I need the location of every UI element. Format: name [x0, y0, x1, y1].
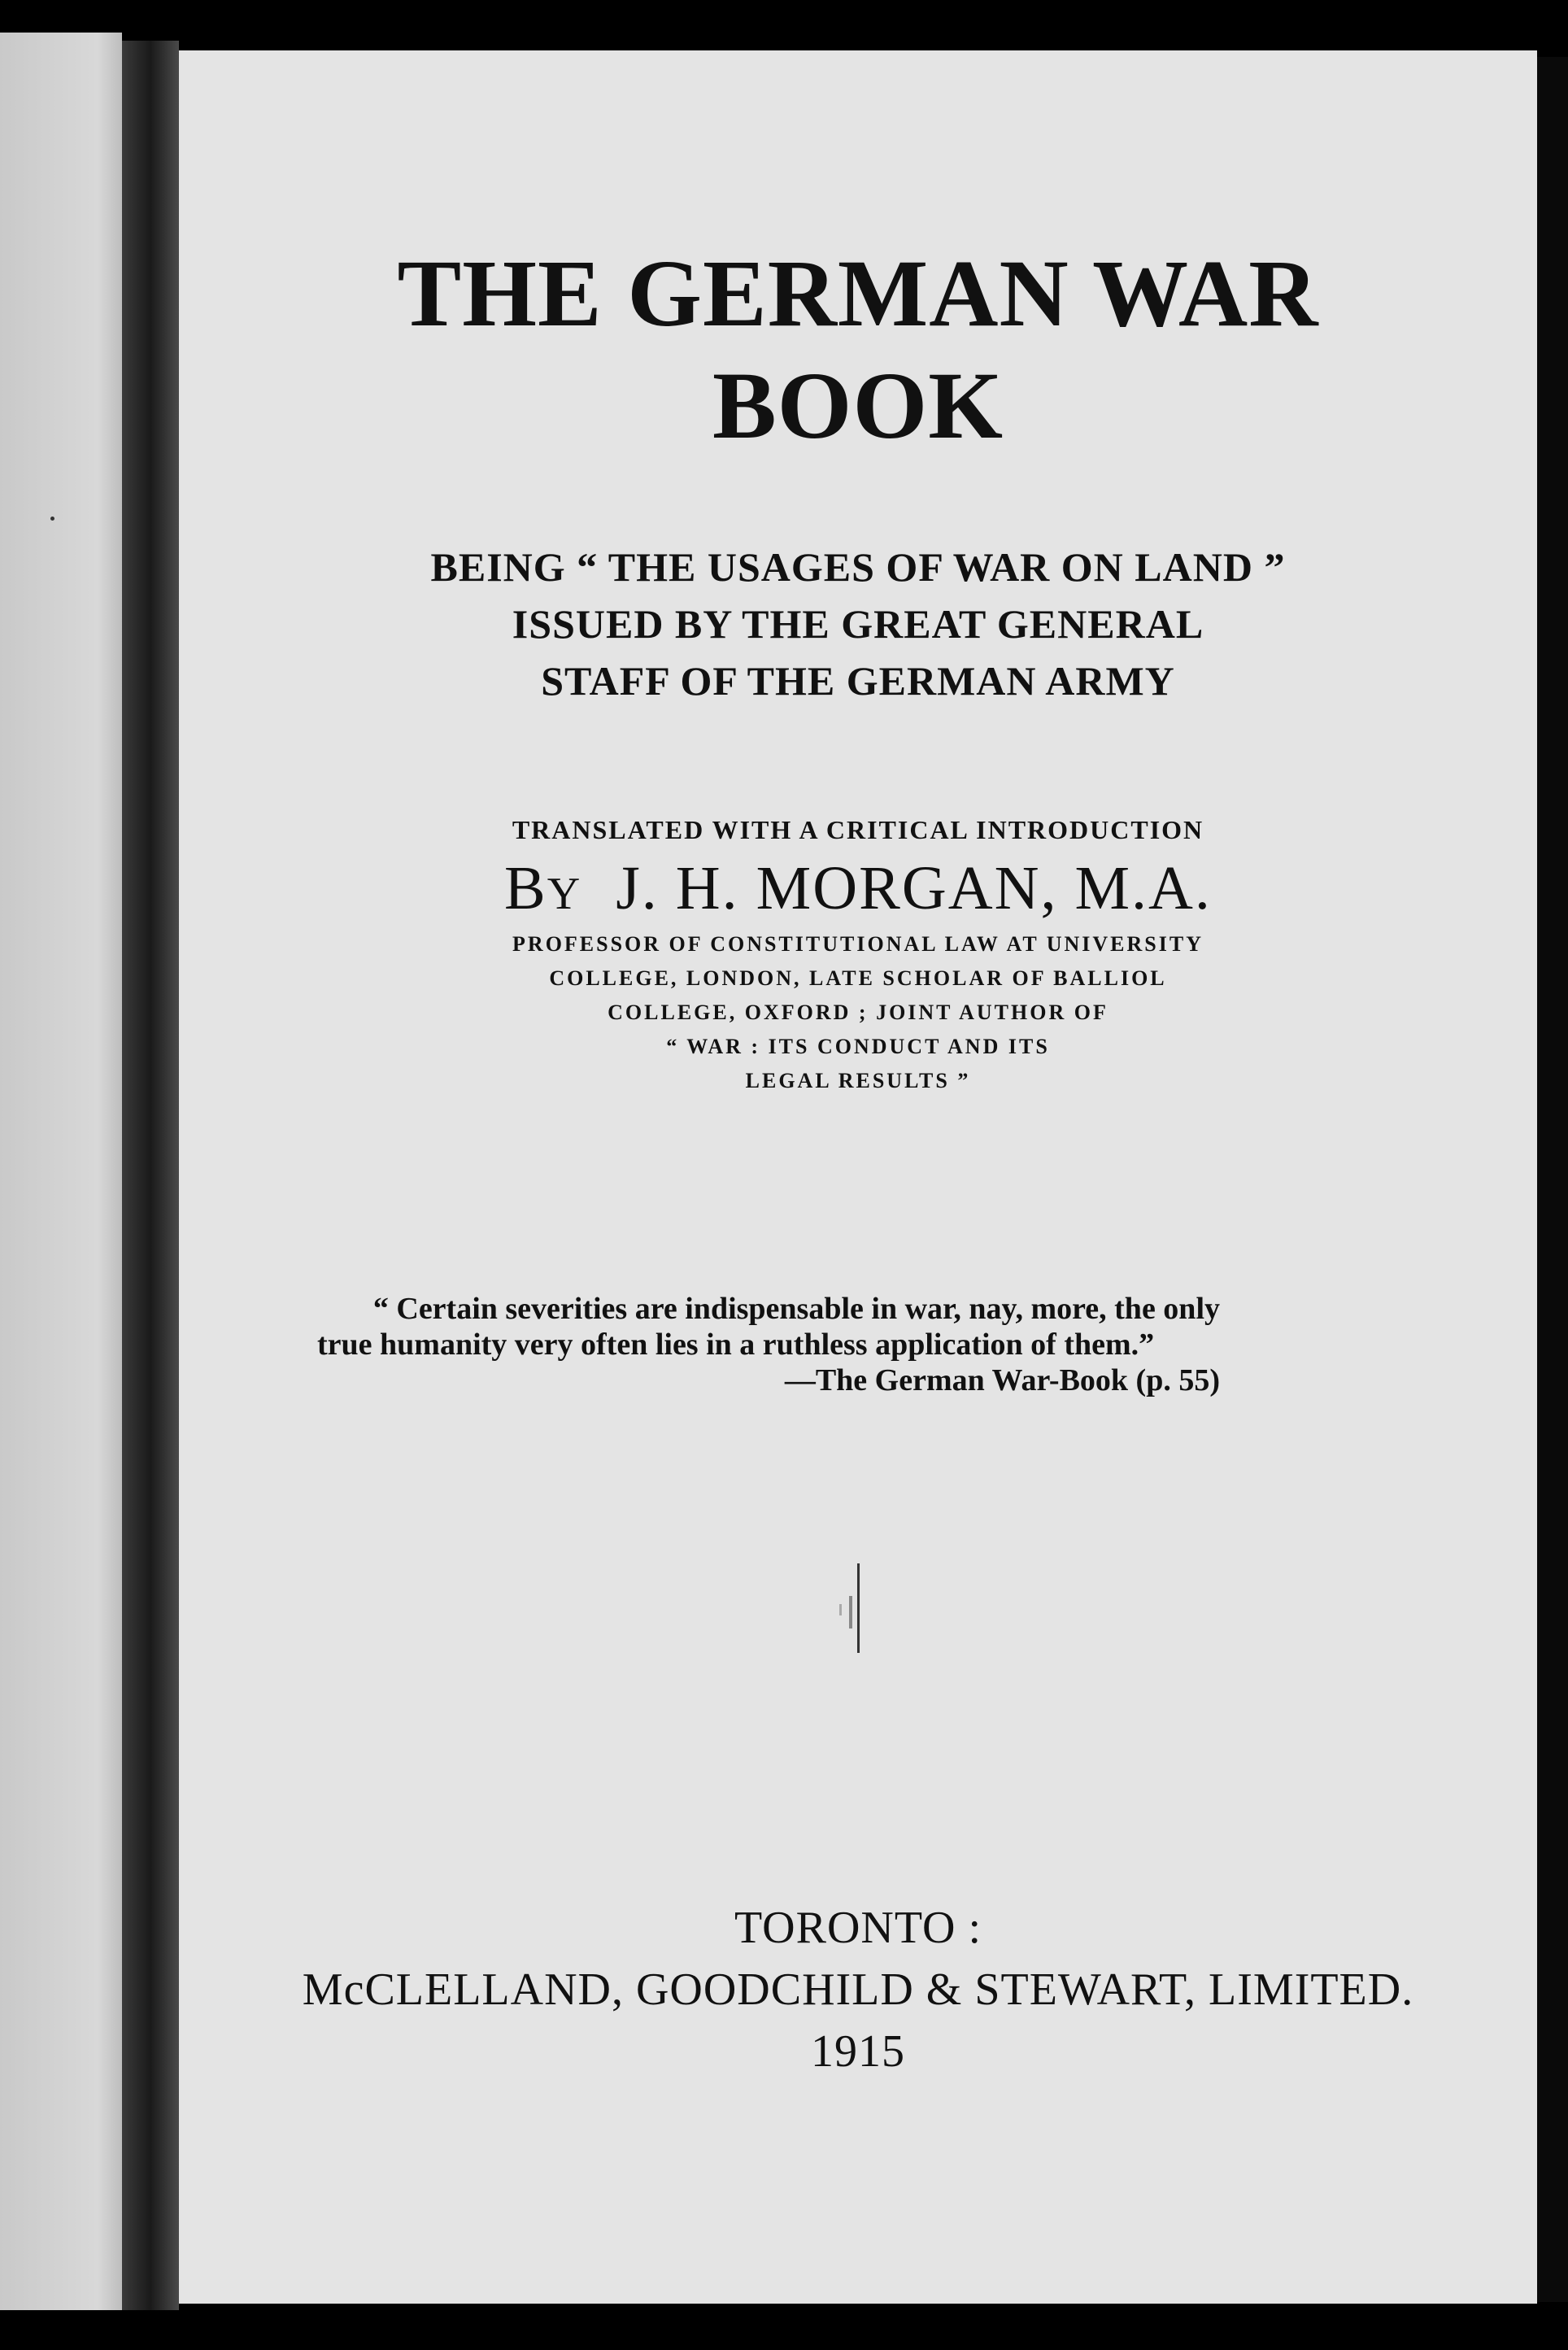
epigraph-line-1: “ Certain severities are indispensable in war, nay, more, the only	[372, 1292, 1220, 1326]
subtitle-line-3: STAFF OF THE GERMAN ARMY	[541, 658, 1175, 704]
author-line	[179, 852, 1537, 931]
printer-ornament	[838, 1563, 862, 1653]
title-line-2: BOOK	[712, 352, 1004, 459]
author-credentials	[179, 927, 1537, 1098]
epigraph-quote	[317, 1291, 1220, 1398]
left-page-edge	[0, 33, 122, 2310]
author-name: J. H. MORGAN, M.A.	[616, 854, 1212, 922]
epigraph-line-2: true humanity very often lies in a ruthless application of them.”	[317, 1328, 1155, 1362]
book-gutter	[122, 41, 179, 2310]
publisher-imprint	[179, 1897, 1537, 2082]
by-suffix: Y	[547, 869, 582, 919]
credentials-line-4: “ WAR : ITS CONDUCT AND ITS	[666, 1035, 1050, 1058]
by-prefix: B	[504, 854, 547, 922]
book-title	[179, 238, 1537, 462]
subtitle-line-2: ISSUED BY THE GREAT GENERAL	[512, 601, 1204, 647]
book-subtitle	[179, 538, 1537, 709]
credentials-line-3: COLLEGE, OXFORD ; JOINT AUTHOR OF	[608, 1001, 1108, 1024]
stray-mark	[50, 517, 54, 521]
translation-note: TRANSLATED WITH A CRITICAL INTRODUCTION	[512, 815, 1204, 844]
imprint-year: 1915	[811, 2026, 905, 2077]
credentials-line-1: PROFESSOR OF CONSTITUTIONAL LAW AT UNIVERSITY	[512, 932, 1204, 956]
right-scan-border	[1537, 57, 1568, 2302]
imprint-city: TORONTO :	[734, 1903, 982, 1953]
credentials-line-5: LEGAL RESULTS ”	[745, 1069, 971, 1092]
imprint-publisher: McCLELLAND, GOODCHILD & STEWART, LIMITED.	[302, 1964, 1414, 2015]
subtitle-line-1: BEING “ THE USAGES OF WAR ON LAND ”	[430, 544, 1286, 590]
credentials-line-2: COLLEGE, LONDON, LATE SCHOLAR OF BALLIOL	[549, 966, 1167, 990]
title-line-1: THE GERMAN WAR	[397, 240, 1319, 347]
title-page	[179, 50, 1537, 2304]
epigraph-attribution: —The German War-Book (p. 55)	[784, 1363, 1220, 1397]
